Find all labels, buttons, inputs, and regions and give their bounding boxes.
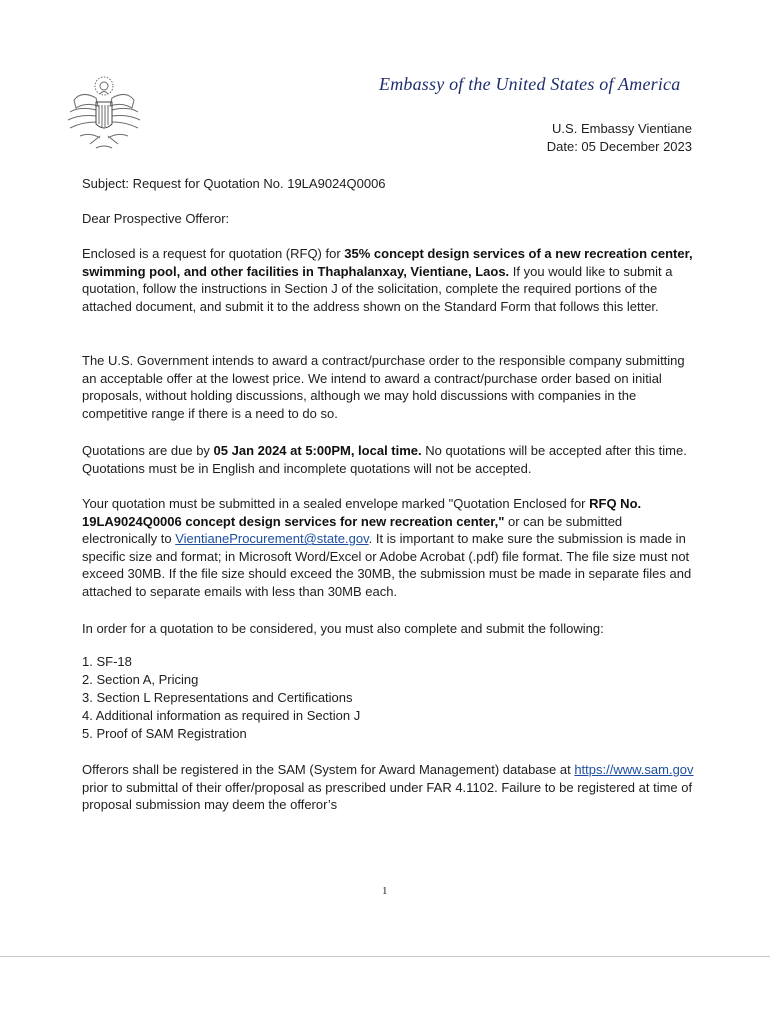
paragraph-deadline: Quotations are due by 05 Jan 2024 at 5:00PM, local time. No quotations will be accepted after this time. Quotations must be in English and incomplete quotations will not be accepted.: [82, 443, 687, 476]
list-item: 3. Section L Representations and Certifications: [82, 690, 353, 705]
list-item: 4. Additional information as required in Section J: [82, 708, 361, 723]
great-seal-emblem: [60, 72, 148, 156]
paragraph-sam-registration: Offerors shall be registered in the SAM (System for Award Management) database at https://www.sam.gov prior to submittal of their offer/proposal as prescribed under FAR 4.1102. Failure to be registered at time of proposal submission may deem the offeror’s: [82, 762, 694, 813]
page-number: 1: [382, 885, 388, 897]
embassy-title: Embassy of the United States of America: [379, 74, 681, 94]
list-item: 5. Proof of SAM Registration: [82, 726, 247, 741]
paragraph-award: The U.S. Government intends to award a contract/purchase order to the responsible company submitting an acceptable offer at the lowest price. We intend to award a contract/purchase order based on initial proposals, without holding discussions, although we may hold discussions with companies in the competitive range if there is a need to do so.: [82, 353, 685, 421]
page-divider: [0, 956, 770, 957]
salutation: Dear Prospective Offeror:: [82, 211, 230, 226]
rfq-number-bold: RFQ No. 19LA9024Q0006 concept design services for new recreation center,": [82, 496, 642, 529]
letter-date: Date: 05 December 2023: [546, 139, 692, 154]
subject-line: Subject: Request for Quotation No. 19LA9024Q0006: [82, 176, 386, 191]
paragraph-requirements-intro: In order for a quotation to be considered, you must also complete and submit the following:: [82, 621, 604, 636]
deadline-bold: 05 Jan 2024 at 5:00PM, local time.: [213, 443, 422, 458]
list-item: 1. SF-18: [82, 654, 132, 669]
paragraph-rfq-intro: Enclosed is a request for quotation (RFQ) for 35% concept design services of a new recreation center, swimming pool, and other facilities in Thaphalanxay, Vientiane, Laos. If you would like to submit a quotation, follow the instructions in Section J of the solicitation, complete the required portions of the attached document, and submit it to the address shown on the Standard Form that follows this letter.: [82, 246, 693, 314]
embassy-address: U.S. Embassy Vientiane: [552, 121, 692, 136]
sam-gov-link[interactable]: https://www.sam.gov: [574, 762, 694, 777]
list-item: 2. Section A, Pricing: [82, 672, 199, 687]
requirements-list: [82, 653, 360, 743]
email-link[interactable]: VientianeProcurement@state.gov: [175, 531, 369, 547]
rfq-scope-bold: 35% concept design services of a new recreation center, swimming pool, and other facilities in Thaphalanxay, Vientiane, Laos.: [82, 246, 693, 279]
paragraph-submission: Your quotation must be submitted in a sealed envelope marked "Quotation Enclosed for RFQ No. 19LA9024Q0006 concept design services for new recreation center," or can be submitted electronically to VientianeProcurement@state.gov. It is important to make sure the submission is made in specific size and format; in Microsoft Word/Excel or Adobe Acrobat (.pdf) file format. The file size must not exceed 30MB. If the file size should exceed the 30MB, the submission must be made in separate files and attached to separate emails with less than 30MB each.: [82, 496, 692, 599]
